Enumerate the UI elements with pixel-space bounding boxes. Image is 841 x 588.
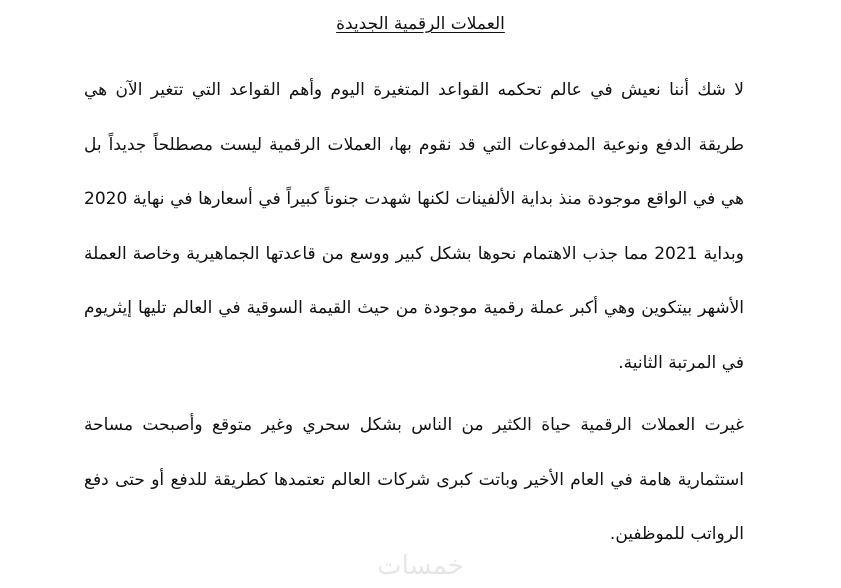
watermark-logo: خمسات xyxy=(377,551,464,581)
paragraph-2: غيرت العملات الرقمية حياة الكثير من الناس بشكل سحري وغير متوقع وأصبحت مساحة استثمارية هامة في العام الأخير وباتت كبرى شركات العالم تعتمدها كطريقة للدفع أو حتى دفع الرواتب للموظفين. xyxy=(84,415,744,544)
paragraph-1: لا شك أننا نعيش في عالم تحكمه القواعد المتغيرة اليوم وأهم القواعد التي تتغير الآن هي طريقة الدفع ونوعية المدفوعات التي قد نقوم بها، العملات الرقمية ليست مصطلحاً جديداً بل هي في الواقع موجودة منذ بداية الألفينات لكنها شهدت جنوناً كبيراً في أسعارها في نهاية 2020 وبداية 2021 مما جذب الاهتمام نحوها بشكل كبير ووسع من قاعدتها الجماهيرية وخاصة العملة الأشهر بيتكوين وهي أكبر عملة رقمية موجودة من حيث القيمة السوقية في العالم تليها إيثريوم في المرتبة الثانية. xyxy=(84,80,744,373)
document-title xyxy=(0,12,841,36)
document-title-text: العملات الرقمية الجديدة xyxy=(336,14,505,34)
